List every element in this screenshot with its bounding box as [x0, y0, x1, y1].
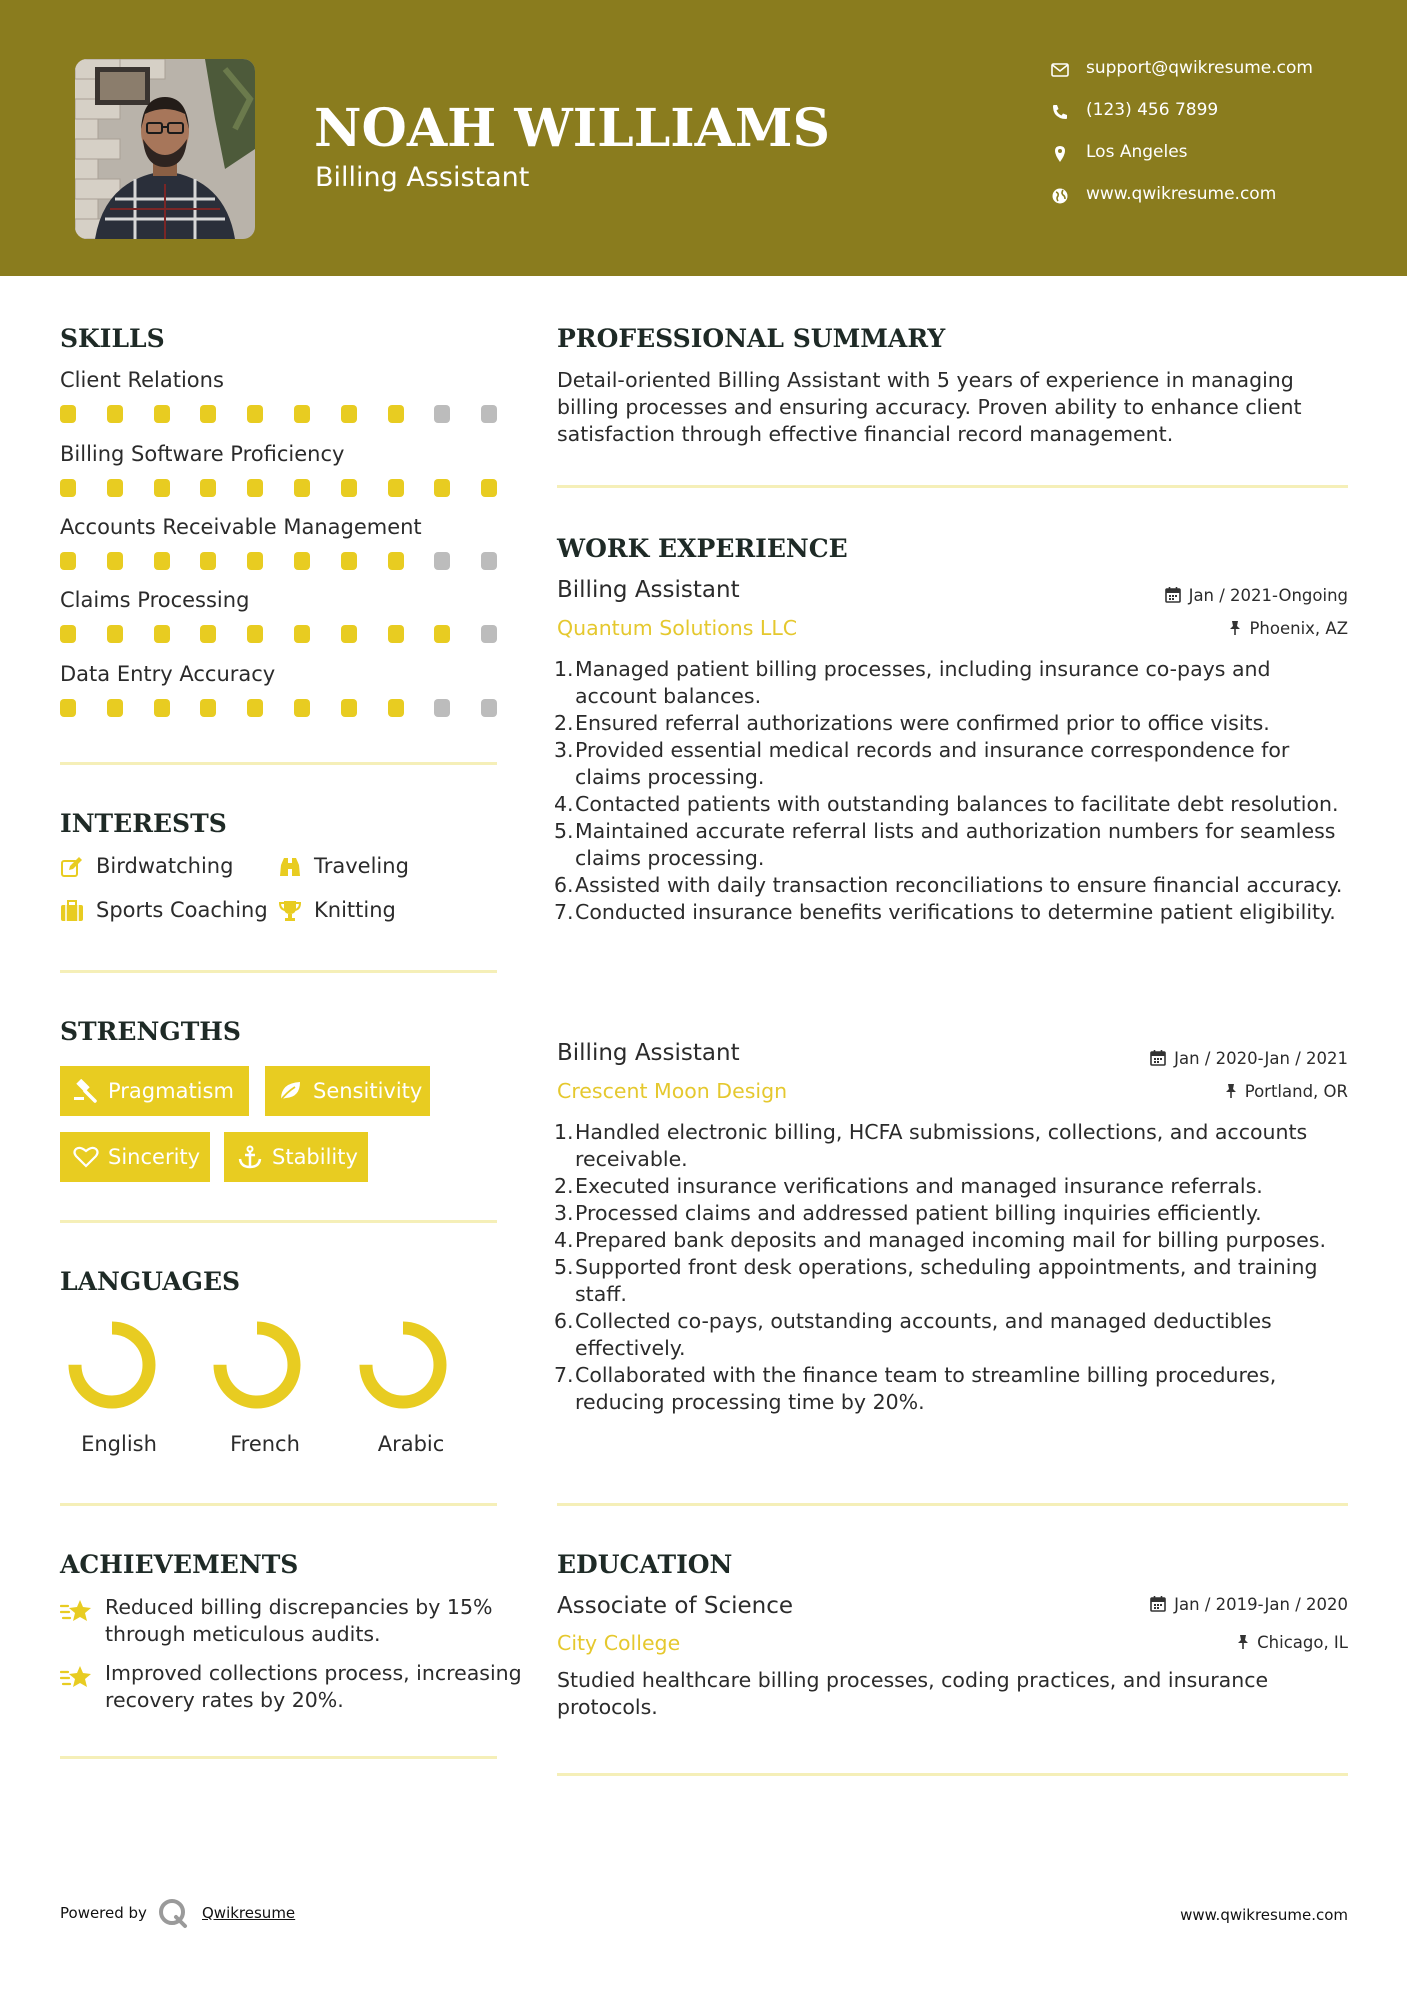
- summary-text: Detail-oriented Billing Assistant with 5 years of experience in managing billing processes and ensuring accuracy. Proven ability to enhance client satisfaction through effective financial record management.: [557, 368, 1302, 446]
- skill-dot: [107, 405, 123, 423]
- job-title: Billing Assistant: [557, 577, 740, 603]
- language-label: English: [81, 1432, 157, 1456]
- interests-heading: INTERESTS: [60, 809, 227, 838]
- calendar-icon: [1150, 1595, 1166, 1612]
- job-location: [1229, 619, 1348, 638]
- skill-dot: [341, 552, 357, 570]
- header-banner: [0, 0, 1407, 276]
- section-divider: [60, 1756, 497, 1759]
- contact-email-text: support@qwikresume.com: [1086, 58, 1313, 78]
- footer-website[interactable]: www.qwikresume.com: [1180, 1906, 1348, 1924]
- skill-dot: [434, 552, 450, 570]
- summary-heading: PROFESSIONAL SUMMARY: [557, 324, 946, 353]
- skill-dot: [247, 479, 263, 497]
- interest-item: [278, 854, 478, 884]
- job-bullet: 2. Ensured referral authorizations were confirmed prior to office visits.: [554, 711, 1270, 735]
- section-divider: [60, 1503, 497, 1506]
- achievement-text: Reduced billing discrepancies by 15% through meticulous audits.: [105, 1595, 493, 1646]
- job-bullet: 6. Collected co-pays, outstanding accounts, and managed deductibles effectively.: [554, 1309, 1272, 1360]
- job-dates-text: Jan / 2021-Ongoing: [1188, 586, 1348, 605]
- education-dates-text: Jan / 2019-Jan / 2020: [1174, 1595, 1348, 1614]
- skill-dot: [434, 625, 450, 643]
- skill-dot: [154, 625, 170, 643]
- pushpin-icon: [1225, 1083, 1237, 1099]
- job-bullet: 5. Supported front desk operations, scheduling appointments, and training staff.: [554, 1255, 1318, 1306]
- interest-label: Sports Coaching: [96, 898, 268, 922]
- language-ring: [212, 1320, 302, 1410]
- job-dates-text: Jan / 2020-Jan / 2021: [1174, 1049, 1348, 1068]
- candidate-name: NOAH WILLIAMS: [314, 98, 831, 159]
- skills-heading: SKILLS: [60, 324, 165, 353]
- interest-item: [60, 898, 280, 928]
- calendar-icon: [1150, 1049, 1166, 1066]
- job-company: Quantum Solutions LLC: [557, 616, 798, 640]
- language-label: Arabic: [377, 1432, 445, 1456]
- trophy-icon: [278, 900, 302, 922]
- skill-dot: [388, 699, 404, 717]
- skill-dot: [154, 699, 170, 717]
- interest-item: [60, 854, 260, 884]
- education-description: Studied healthcare billing processes, coding practices, and insurance protocols.: [557, 1668, 1269, 1719]
- skill-dot: [247, 405, 263, 423]
- skill-dot: [154, 405, 170, 423]
- heart-icon: [73, 1145, 99, 1169]
- skill-dot: [247, 552, 263, 570]
- language-ring-arc: [366, 1328, 440, 1402]
- section-divider: [60, 1220, 497, 1223]
- skill-dot: [200, 405, 216, 423]
- job-bullet: 3. Processed claims and addressed patient billing inquiries efficiently.: [554, 1201, 1262, 1225]
- job-bullet: 2. Executed insurance verifications and managed insurance referrals.: [554, 1174, 1263, 1198]
- anchor-icon: [237, 1145, 263, 1169]
- skill-dot: [294, 699, 310, 717]
- contact-phone[interactable]: [1050, 100, 1370, 130]
- skill-dot: [294, 625, 310, 643]
- skill-label: Billing Software Proficiency: [60, 442, 345, 466]
- skill-rating: [60, 479, 500, 499]
- pushpin-icon: [1229, 620, 1241, 636]
- skill-label: Claims Processing: [60, 588, 250, 612]
- skill-dot: [481, 699, 497, 717]
- skill-dot: [154, 552, 170, 570]
- skill-dot: [388, 479, 404, 497]
- skill-dot: [247, 699, 263, 717]
- pencil-square-icon: [60, 856, 84, 878]
- skill-dot: [107, 625, 123, 643]
- skill-dot: [107, 552, 123, 570]
- job-bullet: 1. Managed patient billing processes, including insurance co-pays and account balances.: [554, 657, 1271, 708]
- skill-dot: [341, 405, 357, 423]
- globe-icon: [1050, 186, 1070, 206]
- strength-tag: [60, 1132, 210, 1182]
- skill-dot: [434, 405, 450, 423]
- briefcase-icon: [60, 900, 84, 922]
- job-location-text: Portland, OR: [1244, 1082, 1348, 1101]
- languages-heading: LANGUAGES: [60, 1267, 241, 1296]
- language-ring-arc: [75, 1328, 149, 1402]
- profile-photo: [75, 59, 255, 239]
- education-location-text: Chicago, IL: [1257, 1633, 1348, 1652]
- skill-dot: [247, 625, 263, 643]
- pushpin-icon: [1237, 1634, 1249, 1650]
- section-divider: [557, 1503, 1348, 1506]
- skill-dot: [60, 479, 76, 497]
- job-bullet: 6. Assisted with daily transaction reconciliations to ensure financial accuracy.: [554, 873, 1343, 897]
- skill-dot: [200, 625, 216, 643]
- strength-label: Stability: [272, 1145, 358, 1169]
- degree-title: Associate of Science: [557, 1593, 794, 1619]
- education-dates: [1150, 1595, 1348, 1614]
- job-dates: [1165, 586, 1348, 605]
- skill-dot: [154, 479, 170, 497]
- job-bullet: 1. Handled electronic billing, HCFA submissions, collections, and accounts receivable.: [554, 1120, 1308, 1171]
- job-title: Billing Assistant: [557, 1040, 740, 1066]
- interest-item: [278, 898, 478, 928]
- skill-dot: [388, 625, 404, 643]
- shooting-star-icon: [60, 1664, 94, 1690]
- achievement-item: [60, 1660, 522, 1716]
- job-bullet: 7. Conducted insurance benefits verifications to determine patient eligibility.: [554, 900, 1336, 924]
- skill-rating: [60, 405, 500, 425]
- skill-dot: [200, 699, 216, 717]
- skill-rating: [60, 699, 500, 719]
- gavel-icon: [73, 1079, 99, 1103]
- skill-dot: [200, 479, 216, 497]
- binoculars-icon: [278, 856, 302, 878]
- map-marker-icon: [1050, 144, 1070, 164]
- interest-label: Knitting: [314, 898, 396, 922]
- achievement-text: Improved collections process, increasing recovery rates by 20%.: [105, 1661, 522, 1712]
- skill-label: Accounts Receivable Management: [60, 515, 422, 539]
- job-company: Crescent Moon Design: [557, 1079, 788, 1103]
- calendar-icon: [1165, 586, 1181, 603]
- skill-dot: [341, 625, 357, 643]
- skill-dot: [481, 405, 497, 423]
- work-heading: WORK EXPERIENCE: [557, 534, 848, 563]
- qwikresume-link[interactable]: Qwikresume: [202, 1904, 296, 1922]
- section-divider: [60, 762, 497, 765]
- school-name: City College: [557, 1631, 681, 1655]
- contact-phone-text: (123) 456 7899: [1086, 100, 1219, 120]
- contact-website-text: www.qwikresume.com: [1086, 184, 1277, 204]
- shooting-star-icon: [60, 1598, 94, 1624]
- job-bullet: 5. Maintained accurate referral lists and authorization numbers for seamless claims processing.: [554, 819, 1336, 870]
- job-bullets: [554, 1119, 1352, 1416]
- skill-dot: [294, 479, 310, 497]
- strengths-heading: STRENGTHS: [60, 1017, 241, 1046]
- achievement-item: [60, 1594, 510, 1650]
- language-ring: [358, 1320, 448, 1410]
- job-dates: [1150, 1049, 1348, 1068]
- skill-dot: [434, 479, 450, 497]
- skill-dot: [434, 699, 450, 717]
- skill-rating: [60, 552, 500, 572]
- contact-location: [1050, 142, 1370, 172]
- job-bullet: 7. Collaborated with the finance team to streamline billing procedures, reducing processing time by 20%.: [554, 1363, 1277, 1414]
- strength-tag: [265, 1066, 430, 1116]
- skill-dot: [60, 625, 76, 643]
- strength-tag: [224, 1132, 368, 1182]
- language-ring-arc: [220, 1328, 294, 1402]
- education-heading: EDUCATION: [557, 1550, 733, 1579]
- skill-dot: [294, 405, 310, 423]
- section-divider: [60, 970, 497, 973]
- language-ring: [67, 1320, 157, 1410]
- strength-label: Sincerity: [108, 1145, 201, 1169]
- skill-dot: [200, 552, 216, 570]
- skill-dot: [481, 479, 497, 497]
- skill-dot: [107, 479, 123, 497]
- language-label: French: [230, 1432, 300, 1456]
- leaf-icon: [278, 1079, 304, 1103]
- skill-dot: [60, 405, 76, 423]
- skill-dot: [107, 699, 123, 717]
- candidate-title: Billing Assistant: [315, 162, 530, 193]
- strength-tag: [60, 1066, 249, 1116]
- skill-dot: [341, 699, 357, 717]
- interest-label: Traveling: [314, 854, 409, 878]
- job-bullet: 4. Contacted patients with outstanding balances to facilitate debt resolution.: [554, 792, 1339, 816]
- strength-label: Sensitivity: [313, 1079, 423, 1103]
- skill-dot: [60, 699, 76, 717]
- job-bullet: 3. Provided essential medical records and insurance correspondence for claims processing.: [554, 738, 1290, 789]
- skill-dot: [294, 552, 310, 570]
- section-divider: [557, 1773, 1348, 1776]
- contact-email[interactable]: [1050, 58, 1370, 88]
- skill-label: Client Relations: [60, 368, 224, 392]
- envelope-icon: [1050, 60, 1070, 80]
- job-bullet: 4. Prepared bank deposits and managed incoming mail for billing purposes.: [554, 1228, 1326, 1252]
- job-location: [1225, 1082, 1348, 1101]
- skill-dot: [60, 552, 76, 570]
- education-location: [1237, 1633, 1348, 1652]
- skill-dot: [388, 405, 404, 423]
- job-location-text: Phoenix, AZ: [1249, 619, 1348, 638]
- job-bullets: [554, 656, 1352, 926]
- achievements-heading: ACHIEVEMENTS: [60, 1550, 299, 1579]
- interest-label: Birdwatching: [96, 854, 234, 878]
- skill-dot: [481, 625, 497, 643]
- powered-by-label: Powered by: [60, 1904, 147, 1922]
- skill-label: Data Entry Accuracy: [60, 662, 276, 686]
- qwikresume-logo-icon: [157, 1897, 189, 1929]
- skill-rating: [60, 625, 500, 645]
- skill-dot: [341, 479, 357, 497]
- phone-icon: [1050, 102, 1070, 122]
- contact-website[interactable]: [1050, 184, 1370, 214]
- contact-location-text: Los Angeles: [1086, 142, 1188, 162]
- skill-dot: [481, 552, 497, 570]
- section-divider: [557, 485, 1348, 488]
- strength-label: Pragmatism: [108, 1079, 234, 1103]
- skill-dot: [388, 552, 404, 570]
